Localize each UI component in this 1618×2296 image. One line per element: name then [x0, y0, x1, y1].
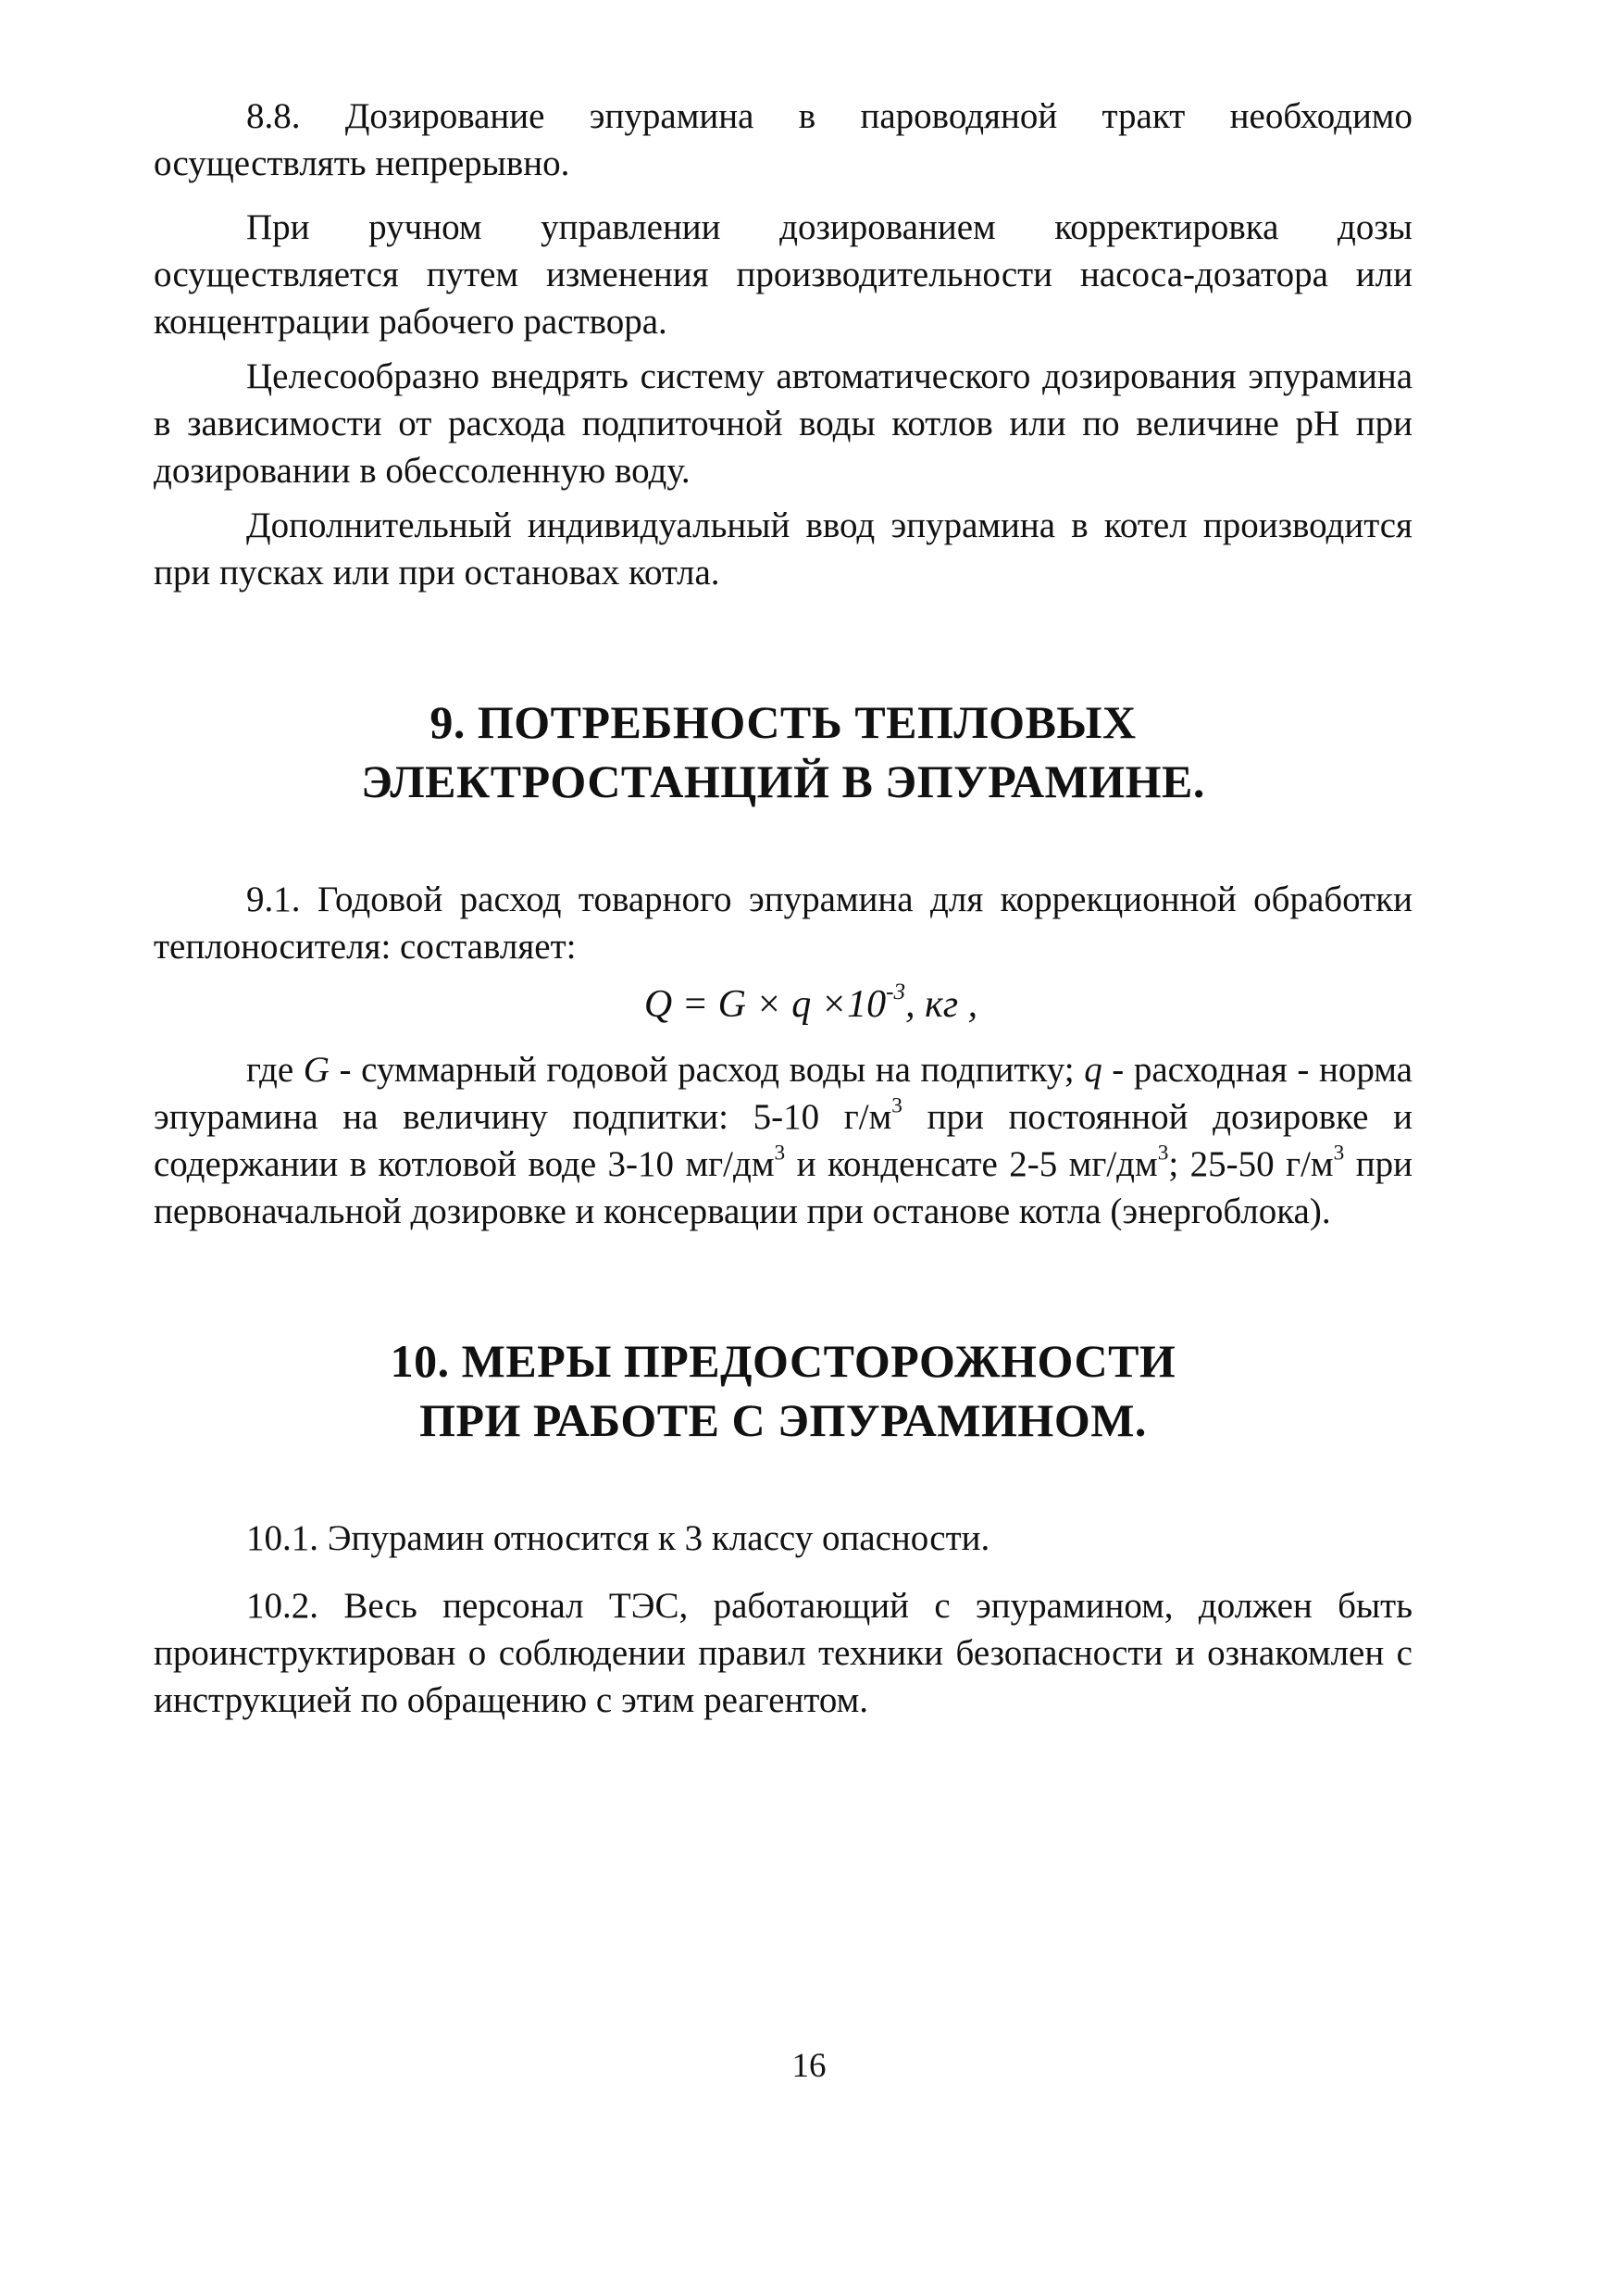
section-9-heading-line1: 9. ПОТРЕБНОСТЬ ТЕПЛОВЫХ [429, 696, 1137, 748]
section-10-heading [154, 1331, 1413, 1450]
document-page [154, 93, 1413, 1724]
section-9-heading-line2: ЭЛЕКТРОСТАНЦИЙ В ЭПУРАМИНЕ. [361, 755, 1205, 807]
superscript-1: 3 [891, 1093, 902, 1118]
page-number: 16 [791, 2047, 827, 2085]
paragraph-10-1: 10.1. Эпурамин относится к 3 классу опасности. [246, 1518, 990, 1558]
superscript-4: 3 [1333, 1141, 1345, 1166]
paragraph-additional-input: Дополнительный индивидуальный ввод эпурамина в котел производится при пусках или при остановах котла. [154, 505, 1413, 593]
where-text-4: при постоянной дозировке и содержании в котловой воде 3-10 мг/дм [154, 1097, 1413, 1184]
paragraph-automatic-dosing: Целесообразно внедрять систему автоматического дозирования эпурамина в зависимости от расхода подпиточной воды котлов или по величине рН при дозировании в обессоленную воду. [154, 356, 1413, 491]
paragraph-8-8: 8.8. Дозирование эпурамина в пароводяной тракт необходимо осуществлять непрерывно. [154, 96, 1413, 183]
where-text-3: - расходная - норма эпурамина на величину подпитки: 5-10 г/м [154, 1050, 1413, 1137]
section-10-heading-line1: 10. МЕРЫ ПРЕДОСТОРОЖНОСТИ [390, 1335, 1176, 1387]
section-9-heading [154, 693, 1413, 811]
symbol-g: G [303, 1050, 330, 1090]
where-text-6: ; 25-50 г/м [1168, 1144, 1334, 1184]
where-text-5: и конденсате 2-5 мг/дм [785, 1144, 1158, 1184]
formula-unit: , кг , [905, 983, 978, 1026]
paragraph-manual-control: При ручном управлении дозированием корректировка дозы осуществляется путем изменения производительности насоса-дозатора или концентрации рабочего раствора. [154, 207, 1413, 342]
formula-main: Q = G × q ×10 [643, 983, 887, 1026]
consumption-formula [209, 978, 1413, 1031]
symbol-q: q [1084, 1050, 1102, 1090]
superscript-3: 3 [1157, 1141, 1169, 1166]
superscript-2: 3 [774, 1141, 786, 1166]
paragraph-10-2: 10.2. Весь персонал ТЭС, работающий с эпурамином, должен быть проинструктирован о соблюдении правил техники безопасности и ознакомлен с инструкцией по обращению с этим реагентом. [154, 1586, 1413, 1720]
paragraph-9-1: 9.1. Годовой расход товарного эпурамина для коррекционной обработки теплоносителя: составляет: [154, 880, 1413, 967]
where-text-1: где [246, 1050, 304, 1090]
where-text-7: при первоначальной дозировке и консервации при останове котла (энергоблока). [154, 1144, 1413, 1231]
paragraph-where [154, 1046, 1413, 1235]
section-10-heading-line2: ПРИ РАБОТЕ С ЭПУРАМИНОМ. [419, 1394, 1147, 1446]
formula-exponent: -3 [886, 980, 906, 1005]
where-text-2: - суммарный годовой расход воды на подпитку; [329, 1050, 1085, 1090]
